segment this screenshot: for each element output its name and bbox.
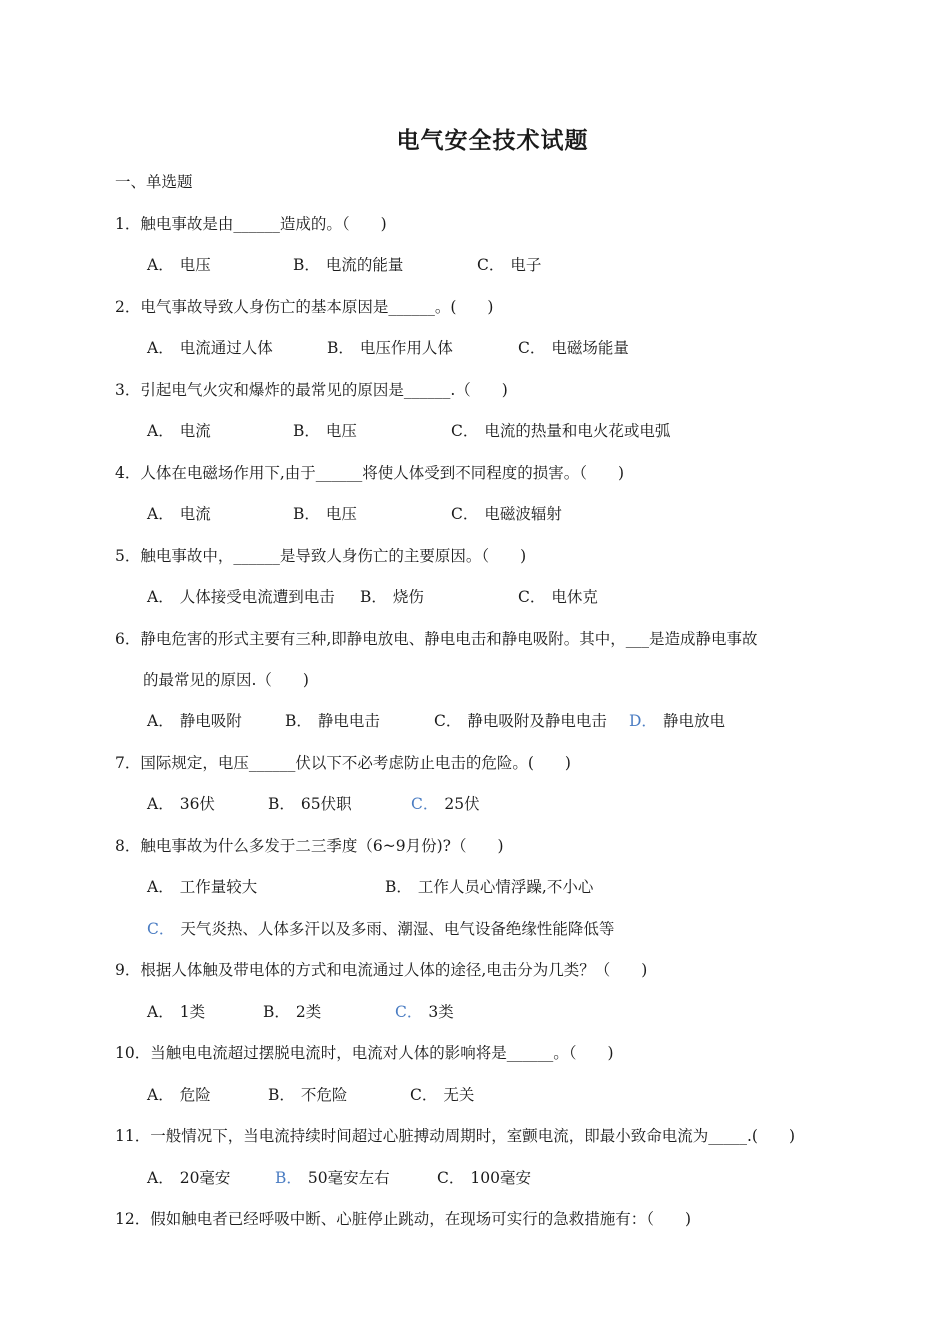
option-text: 不危险 bbox=[300, 1086, 348, 1104]
option-c bbox=[437, 1167, 531, 1189]
option-letter: B． bbox=[293, 505, 320, 523]
option-b bbox=[360, 586, 424, 608]
question-4 bbox=[115, 462, 624, 484]
option-text: 电流的能量 bbox=[325, 256, 404, 274]
option-letter: B． bbox=[275, 1169, 302, 1187]
option-b bbox=[293, 254, 403, 276]
question-text: 假如触电者已经呼吸中断、心脏停止跳动，在现场可实行的急救措施有：（ ) bbox=[150, 1210, 692, 1228]
option-letter: A． bbox=[147, 339, 174, 357]
question-10 bbox=[115, 1042, 614, 1064]
option-text: 人体接受电流遭到电击 bbox=[179, 588, 335, 606]
option-c bbox=[477, 254, 541, 276]
option-letter: C． bbox=[518, 588, 546, 606]
option-c bbox=[451, 420, 670, 442]
option-text: 电流 bbox=[179, 505, 211, 523]
option-d bbox=[629, 710, 725, 732]
option-a bbox=[147, 1001, 205, 1023]
option-a bbox=[147, 710, 242, 732]
option-c bbox=[434, 710, 607, 732]
option-letter: C． bbox=[451, 422, 479, 440]
option-b bbox=[385, 876, 593, 898]
option-text: 危险 bbox=[179, 1086, 211, 1104]
question-text: 触电事故为什么多发于二三季度（6~9月份)?（ ) bbox=[140, 837, 504, 855]
question-number: 1． bbox=[115, 215, 141, 233]
option-letter: A． bbox=[147, 1003, 174, 1021]
option-letter: C． bbox=[451, 505, 479, 523]
option-b bbox=[275, 1167, 390, 1189]
option-text: 电子 bbox=[510, 256, 542, 274]
option-b bbox=[285, 710, 380, 732]
question-12 bbox=[115, 1208, 691, 1230]
question-7 bbox=[115, 752, 571, 774]
question-text: 触电事故中，______是导致人身伤亡的主要原因。（ ) bbox=[140, 547, 527, 565]
option-a bbox=[147, 586, 335, 608]
option-letter: C． bbox=[395, 1003, 423, 1021]
question-text: 一般情况下，当电流持续时间超过心脏搏动周期时，室颤电流，即最小致命电流为_____.( ) bbox=[150, 1127, 796, 1145]
option-c bbox=[518, 586, 598, 608]
option-text: 静电吸附及静电电击 bbox=[467, 712, 607, 730]
option-text: 烧伤 bbox=[392, 588, 424, 606]
question-6-continuation: 的最常见的原因.（ ) bbox=[143, 671, 309, 689]
option-text: 2类 bbox=[295, 1003, 322, 1021]
option-letter: B． bbox=[385, 878, 412, 896]
option-b bbox=[268, 1084, 347, 1106]
option-text: 36伏 bbox=[179, 795, 215, 813]
option-letter: C． bbox=[437, 1169, 465, 1187]
option-c bbox=[147, 918, 614, 940]
option-letter: A． bbox=[147, 256, 174, 274]
question-8 bbox=[115, 835, 504, 857]
option-letter: A． bbox=[147, 795, 174, 813]
question-text: 电气事故导致人身伤亡的基本原因是______。( ) bbox=[140, 298, 494, 316]
option-c bbox=[451, 503, 562, 525]
question-5 bbox=[115, 545, 526, 567]
option-text: 50毫安左右 bbox=[307, 1169, 390, 1187]
question-number: 2． bbox=[115, 298, 141, 316]
option-letter: B． bbox=[268, 1086, 295, 1104]
option-text: 电磁场能量 bbox=[551, 339, 629, 357]
question-number: 11． bbox=[115, 1127, 151, 1145]
question-3 bbox=[115, 379, 508, 401]
option-letter: A． bbox=[147, 505, 174, 523]
question-11 bbox=[115, 1125, 795, 1147]
option-letter: B． bbox=[285, 712, 312, 730]
option-letter: A． bbox=[147, 1169, 174, 1187]
option-letter: C． bbox=[518, 339, 546, 357]
option-b bbox=[268, 793, 352, 815]
question-number: 9． bbox=[115, 961, 141, 979]
option-letter: B． bbox=[327, 339, 354, 357]
option-b bbox=[293, 503, 357, 525]
option-letter: C． bbox=[147, 920, 175, 938]
question-number: 5． bbox=[115, 547, 141, 565]
option-text: 电压 bbox=[179, 256, 211, 274]
question-text: 触电事故是由______造成的。（ ) bbox=[140, 215, 387, 233]
option-letter: C． bbox=[411, 795, 439, 813]
option-letter: B． bbox=[293, 256, 320, 274]
option-text: 电磁波辐射 bbox=[484, 505, 562, 523]
option-letter: B． bbox=[263, 1003, 290, 1021]
option-text: 电流的热量和电火花或电弧 bbox=[484, 422, 671, 440]
option-letter: D． bbox=[629, 712, 657, 730]
option-letter: A． bbox=[147, 878, 174, 896]
option-a bbox=[147, 1167, 230, 1189]
option-letter: A． bbox=[147, 588, 174, 606]
option-c bbox=[518, 337, 629, 359]
option-text: 电压作用人体 bbox=[359, 339, 453, 357]
option-b bbox=[263, 1001, 321, 1023]
option-c bbox=[411, 793, 480, 815]
page-title: 电气安全技术试题 bbox=[396, 127, 589, 154]
option-c bbox=[410, 1084, 474, 1106]
option-letter: B． bbox=[293, 422, 320, 440]
option-a bbox=[147, 420, 211, 442]
question-number: 6． bbox=[115, 630, 141, 648]
option-text: 工作量较大 bbox=[179, 878, 258, 896]
option-text: 电压 bbox=[325, 422, 357, 440]
option-a bbox=[147, 1084, 211, 1106]
question-text: 国际规定，电压______伏以下不必考虑防止电击的危险。( ) bbox=[140, 754, 571, 772]
option-b bbox=[293, 420, 357, 442]
option-text: 1类 bbox=[179, 1003, 206, 1021]
question-1 bbox=[115, 213, 387, 235]
option-c bbox=[395, 1001, 454, 1023]
question-text: 根据人体触及带电体的方式和电流通过人体的途径,电击分为几类？（ ) bbox=[140, 961, 648, 979]
option-b bbox=[327, 337, 453, 359]
option-a bbox=[147, 254, 211, 276]
option-text: 静电吸附 bbox=[179, 712, 242, 730]
option-letter: A． bbox=[147, 1086, 174, 1104]
question-number: 4． bbox=[115, 464, 141, 482]
option-letter: C． bbox=[410, 1086, 438, 1104]
option-text: 65伏职 bbox=[300, 795, 352, 813]
option-text: 静电放电 bbox=[662, 712, 725, 730]
option-letter: A． bbox=[147, 712, 174, 730]
option-a bbox=[147, 876, 257, 898]
option-text: 电休克 bbox=[551, 588, 598, 606]
question-number: 7． bbox=[115, 754, 141, 772]
option-letter: B． bbox=[360, 588, 387, 606]
option-a bbox=[147, 503, 211, 525]
option-text: 电流 bbox=[179, 422, 211, 440]
option-letter: A． bbox=[147, 422, 174, 440]
option-a bbox=[147, 793, 215, 815]
option-a bbox=[147, 337, 273, 359]
option-text: 25伏 bbox=[444, 795, 480, 813]
option-text: 电流通过人体 bbox=[179, 339, 273, 357]
option-letter: C． bbox=[434, 712, 462, 730]
option-text: 天气炎热、人体多汗以及多雨、潮湿、电气设备绝缘性能降低等 bbox=[180, 920, 615, 938]
question-number: 8． bbox=[115, 837, 141, 855]
question-6 bbox=[115, 628, 758, 650]
question-number: 10． bbox=[115, 1044, 151, 1062]
question-9 bbox=[115, 959, 647, 981]
option-letter: B． bbox=[268, 795, 295, 813]
section-heading: 一、单选题 bbox=[115, 173, 193, 191]
question-text: 人体在电磁场作用下,由于______将使人体受到不同程度的损害。（ ) bbox=[140, 464, 625, 482]
option-text: 静电电击 bbox=[317, 712, 380, 730]
option-text: 无关 bbox=[443, 1086, 475, 1104]
question-number: 12． bbox=[115, 1210, 151, 1228]
option-text: 3类 bbox=[428, 1003, 454, 1021]
option-letter: C． bbox=[477, 256, 505, 274]
question-2 bbox=[115, 296, 493, 318]
question-text: 引起电气火灾和爆炸的最常见的原因是______.（ ) bbox=[140, 381, 508, 399]
question-text: 静电危害的形式主要有三种,即静电放电、静电电击和静电吸附。其中，___是造成静电事故 bbox=[140, 630, 758, 648]
option-text: 工作人员心情浮躁,不小心 bbox=[417, 878, 594, 896]
option-text: 电压 bbox=[325, 505, 357, 523]
question-text: 当触电电流超过摆脱电流时，电流对人体的影响将是______。（ ) bbox=[150, 1044, 614, 1062]
question-number: 3． bbox=[115, 381, 141, 399]
option-text: 20毫安 bbox=[179, 1169, 231, 1187]
option-text: 100毫安 bbox=[470, 1169, 531, 1187]
